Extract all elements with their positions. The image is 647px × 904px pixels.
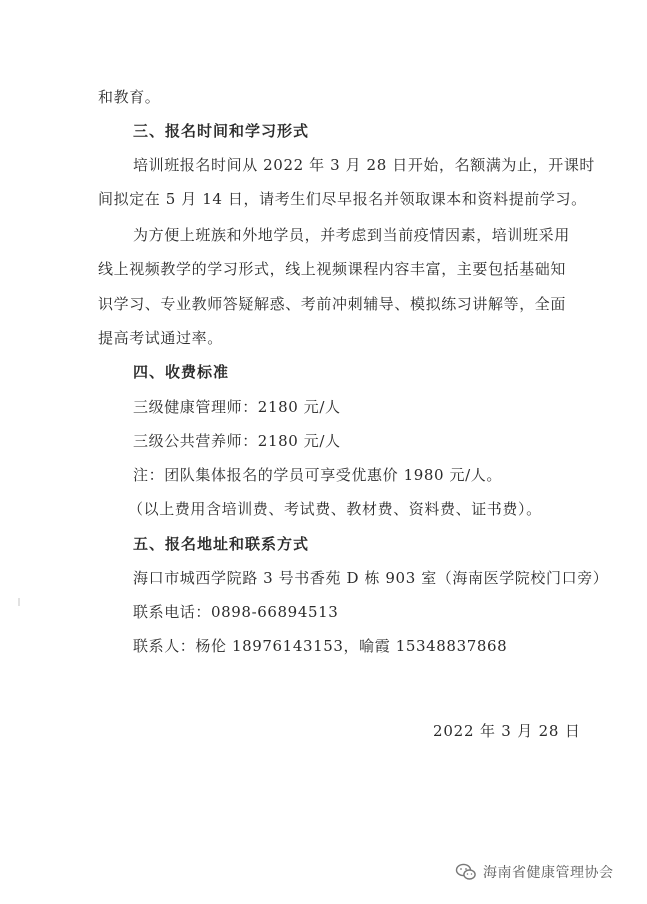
text-line: 提高考试通过率。 — [98, 329, 223, 347]
fee-line: 三级健康管理师：2180 元/人 — [133, 398, 341, 416]
section-heading-5: 五、报名地址和联系方式 — [133, 535, 310, 553]
phone-line: 联系电话：0898-66894513 — [133, 603, 339, 621]
watermark-text: 海南省健康管理协会 — [483, 865, 614, 881]
section-heading-3: 三、报名时间和学习形式 — [133, 122, 310, 140]
text-line: 线上视频教学的学习形式，线上视频课程内容丰富，主要包括基础知 — [98, 260, 567, 278]
document-date: 2022 年 3 月 28 日 — [433, 722, 581, 740]
watermark — [455, 862, 614, 882]
scan-mark — [18, 598, 20, 606]
text-line: 培训班报名时间从 2022 年 3 月 28 日开始，名额满为止，开课时 — [133, 156, 596, 174]
text-line: 和教育。 — [98, 88, 161, 106]
text-line: 间拟定在 5 月 14 日，请考生们尽早报名并领取课本和资料提前学习。 — [98, 190, 587, 208]
text-line: 识学习、专业教师答疑解惑、考前冲刺辅导、模拟练习讲解等，全面 — [98, 295, 567, 313]
address-line: 海口市城西学院路 3 号书香苑 D 栋 903 室（海南医学院校门口旁） — [133, 569, 609, 587]
section-heading-4: 四、收费标准 — [133, 363, 230, 381]
note-line: 注：团队集体报名的学员可享受优惠价 1980 元/人。 — [133, 466, 502, 484]
text-line: 为方便上班族和外地学员，并考虑到当前疫情因素，培训班采用 — [133, 226, 570, 244]
contact-line: 联系人：杨伦 18976143153，喻霞 15348837868 — [133, 637, 508, 655]
note-line: （以上费用含培训费、考试费、教材费、资料费、证书费）。 — [128, 500, 542, 518]
wechat-icon — [455, 862, 477, 882]
fee-line: 三级公共营养师：2180 元/人 — [133, 432, 341, 450]
